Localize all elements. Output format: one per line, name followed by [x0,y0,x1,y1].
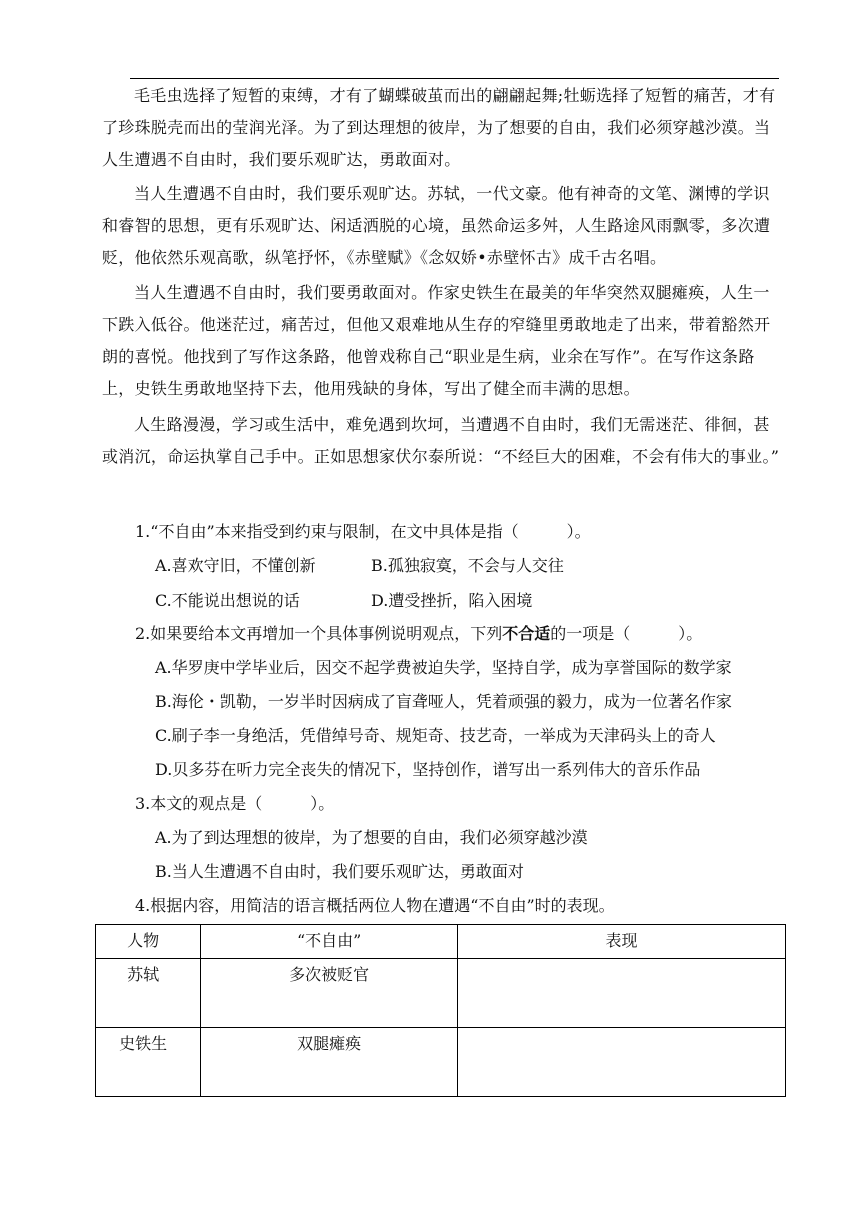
cell-person: 苏轼 [96,959,201,1028]
passage-paragraph-3: 当人生遭遇不自由时，我们要勇敢面对。作家史铁生在最美的年华突然双腿瘫痪，人生一下跌入低谷。他迷茫过，痛苦过，但他又艰难地从生存的窄缝里勇敢地走了出来，带着豁然开朗的喜悦。他找到了写作这条路，他曾戏称自己“职业是生病，业余在写作”。在写作这条路上，史铁生勇敢地坚持下去，他用残缺的身体，写出了健全而丰满的思想。 [102,283,771,398]
q2-stem-after: 的一项是（ ）。 [550,624,703,643]
q2-option-d: D.贝多芬在听力完全丧失的情况下，坚持创作，谱写出一系列伟大的音乐作品 [155,760,701,779]
q1-option-b: B.孤独寂寞，不会与人交往 [371,556,564,575]
q3-option-a: A.为了到达理想的彼岸，为了想要的自由，我们必须穿越沙漠 [155,828,588,847]
cell-constraint: 双腿瘫痪 [201,1028,458,1097]
summary-table [95,924,786,1097]
passage-paragraph-2: 当人生遭遇不自由时，我们要乐观旷达。苏轼，一代文豪。他有神奇的文笔、渊博的学识和睿智的思想，更有乐观旷达、闲适洒脱的心境，虽然命运多舛，人生路途风雨飘零，多次遭贬，他依然乐观高歌，纵笔抒怀，《赤壁赋》《念奴娇•赤壁怀古》成千古名唱。 [102,184,771,267]
cell-person: 史铁生 [96,1028,201,1097]
header-behavior: 表现 [457,925,785,959]
header-person: 人物 [96,925,201,959]
q1-option-c: C.不能说出想说的话 [155,591,300,610]
question-2-stem [135,622,702,646]
table-row [96,959,786,1028]
header-constraint: “不自由” [201,925,458,959]
question-4-stem: 4.根据内容，用简洁的语言概括两位人物在遭遇“不自由”时的表现。 [135,896,615,915]
cell-constraint: 多次被贬官 [201,959,458,1028]
answer-cell[interactable] [457,1028,785,1097]
q2-option-c: C.刷子李一身绝活，凭借绰号奇、规矩奇、技艺奇，一举成为天津码头上的奇人 [155,726,716,745]
q2-option-a: A.华罗庚中学毕业后，因交不起学费被迫失学，坚持自学，成为享誉国际的数学家 [155,658,732,677]
question-1-stem: 1.“不自由”本来指受到约束与限制，在文中具体是指（ ）。 [135,522,591,541]
passage-paragraph-1: 毛毛虫选择了短暂的束缚，才有了蝴蝶破茧而出的翩翩起舞;牡蛎选择了短暂的痛苦，才有了珍珠脱壳而出的莹润光泽。为了到达理想的彼岸，为了想要的自由，我们必须穿越沙漠。当人生遭遇不自由时，我们要乐观旷达，勇敢面对。 [102,86,776,169]
q2-stem-before: 2.如果要给本文再增加一个具体事例说明观点，下列 [135,624,503,643]
question-3-stem: 3.本文的观点是（ ）。 [135,794,335,813]
q3-option-b: B.当人生遭遇不自由时，我们要乐观旷达，勇敢面对 [155,862,524,881]
top-rule [130,78,779,79]
q1-option-a: A.喜欢守旧，不懂创新 [155,556,316,575]
q1-option-d: D.遭受挫折，陷入困境 [371,591,533,610]
answer-cell[interactable] [457,959,785,1028]
passage-paragraph-4: 人生路漫漫，学习或生活中，难免遇到坎坷，当遭遇不自由时，我们无需迷茫、徘徊，甚或消沉，命运执掌自己手中。正如思想家伏尔泰所说：“不经巨大的困难，不会有伟大的事业。” [102,415,780,466]
table-row [96,1028,786,1097]
table-header-row [96,925,786,959]
q2-stem-bold: 不合适 [502,624,551,643]
q2-option-b: B.海伦・凯勒，一岁半时因病成了盲聋哑人，凭着顽强的毅力，成为一位著名作家 [155,692,732,711]
